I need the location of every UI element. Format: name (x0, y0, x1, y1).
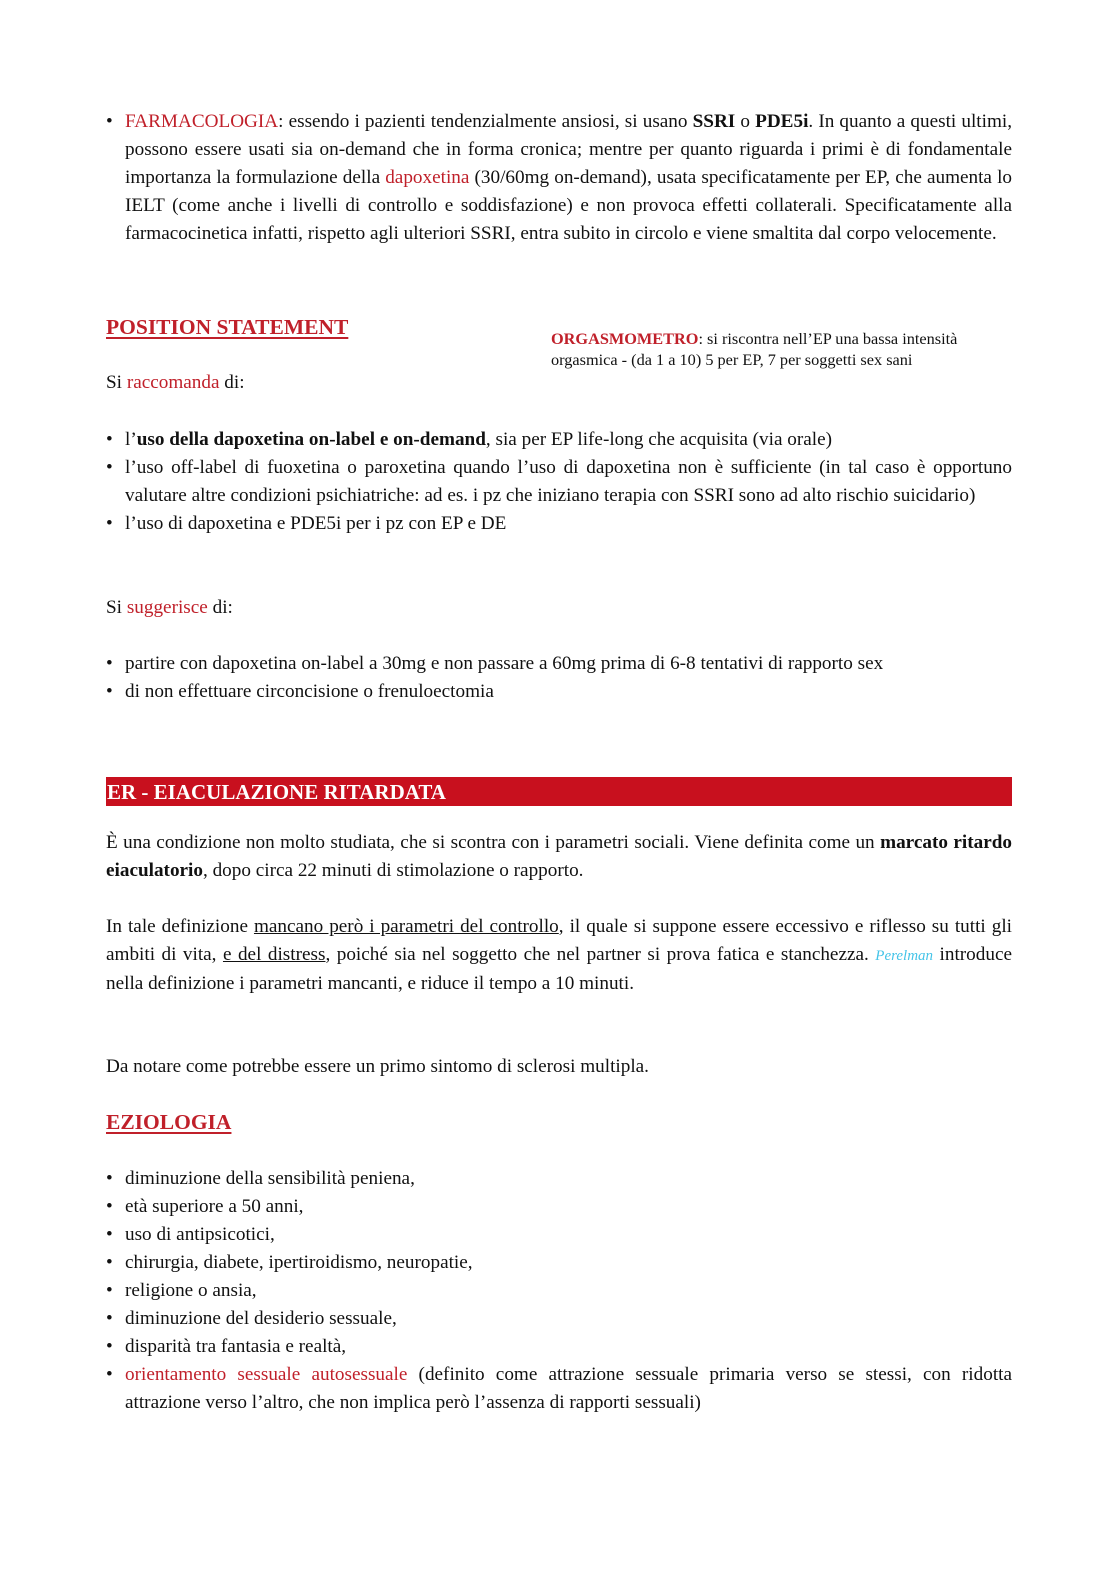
underlined-text: mancano però i parametri del controllo (253, 916, 559, 937)
list-item: • chirurgia, diabete, ipertiroidismo, neuropatie, (106, 1249, 1012, 1277)
intro-text: di: (207, 597, 233, 618)
list-item: • l’uso di dapoxetina e PDE5i per i pz con EP e DE (106, 510, 1012, 538)
paragraph-text: , poiché sia nel soggetto che nel partner si prova fatica e stanchezza. (325, 944, 876, 965)
item-bold-text: uso della dapoxetina on-label e on-demand (136, 429, 486, 450)
intro-text: di: (219, 372, 245, 393)
paragraph-text: È una condizione non molto studiata, che si scontra con i parametri sociali. Viene definita come un (106, 832, 881, 853)
orgasmometro-text: : si riscontra nell’EP una bassa intensità orgasmica - (da 1 a 10) 5 per EP, 7 per soggetti sex sani (551, 329, 958, 369)
suggerisce-intro (106, 594, 1012, 622)
list-item: • di non effettuare circoncisione o frenuloectomia (106, 678, 1012, 706)
list-item: • disparità tra fantasia e realtà, (106, 1333, 1012, 1361)
paragraph-text: In tale definizione (106, 916, 254, 937)
farmacologia-list (106, 108, 1012, 248)
ssri-term: SSRI (692, 111, 736, 132)
dapoxetina-term: dapoxetina (385, 167, 470, 188)
paragraph-text: , dopo circa 22 minuti di stimolazione o rapporto. (202, 860, 584, 881)
farmacologia-text: (30/60mg on-demand), usata specificatamente per EP, che aumenta lo IELT (come anche i livelli di controllo e soddisfazione) e non provoca effetti collaterali. Specificatamente alla farmacocinetica infatti, rispetto agli ulteriori SSRI, entra subito in circolo e viene smaltita dal corpo velocemente. (125, 167, 1012, 244)
list-item: • età superiore a 50 anni, (106, 1193, 1012, 1221)
eziologia-list (106, 1165, 1012, 1417)
raccomanda-list (106, 426, 1012, 538)
pde5i-term: PDE5i (755, 111, 809, 132)
perelman-reference: Perelman (875, 948, 934, 964)
er-paragraph-3: Da notare come potrebbe essere un primo sintomo di sclerosi multipla. (106, 1056, 649, 1077)
list-item: • religione o ansia, (106, 1277, 1012, 1305)
autosessuale-term: orientamento sessuale autosessuale (125, 1364, 408, 1385)
item-text: , sia per EP life-long che acquisita (via orale) (485, 429, 833, 450)
raccomanda-word: raccomanda (126, 372, 220, 393)
farmacologia-text: : essendo i pazienti tendenzialmente ansiosi, si usano (278, 111, 693, 132)
underlined-text: e del distress (222, 944, 326, 965)
farmacologia-text: o (735, 111, 756, 132)
intro-text: Si (106, 597, 127, 618)
list-item: • partire con dapoxetina on-label a 30mg e non passare a 60mg prima di 6-8 tentativi di rapporto sex (106, 650, 1012, 678)
list-item: • diminuzione della sensibilità peniena, (106, 1165, 1012, 1193)
farmacologia-label: FARMACOLOGIA (125, 111, 279, 132)
er-paragraph-2 (106, 913, 1012, 998)
suggerisce-list (106, 650, 1012, 706)
orgasmometro-note (551, 328, 1021, 370)
bold-term: marcato ritardo eiaculatorio (106, 832, 1012, 881)
position-statement-heading: POSITION STATEMENT (106, 315, 349, 339)
orgasmometro-label: ORGASMOMETRO (551, 329, 699, 348)
er-section-banner: ER - EIACULAZIONE RITARDATA (106, 777, 1012, 806)
list-item: • diminuzione del desiderio sessuale, (106, 1305, 1012, 1333)
suggerisce-word: suggerisce (126, 597, 208, 618)
farmacologia-item (106, 108, 1012, 248)
er-paragraph-1 (106, 829, 1012, 885)
list-item: • uso di antipsicotici, (106, 1221, 1012, 1249)
paragraph-text: introduce nella definizione i parametri mancanti, e riduce il tempo a 10 minuti. (106, 944, 1012, 994)
item-text: l’ (125, 429, 137, 450)
paragraph-text: , il quale si suppone essere eccessivo e riflesso su tutti gli ambiti di vita, (106, 916, 1013, 965)
list-item (106, 426, 1012, 454)
intro-text: Si (106, 372, 127, 393)
raccomanda-intro (106, 369, 1012, 397)
farmacologia-text: . In quanto a questi ultimi, possono essere usati sia on-demand che in forma cronica; mentre per quanto riguarda i primi è di fondamentale importanza la formulazione della (125, 111, 1012, 188)
list-item (106, 1361, 1012, 1417)
list-item: • l’uso off-label di fuoxetina o paroxetina quando l’uso di dapoxetina non è sufficiente (in tal caso è opportuno valutare altre condizioni psichiatriche: ad es. i pz che iniziano terapia con SSRI sono ad alto rischio suicidario) (106, 454, 1012, 510)
eziologia-heading: EZIOLOGIA (106, 1110, 232, 1134)
item-text: (definito come attrazione sessuale primaria verso se stessi, con ridotta attrazione verso l’altro, che non implica però l’assenza di rapporti sessuali) (125, 1364, 1012, 1413)
